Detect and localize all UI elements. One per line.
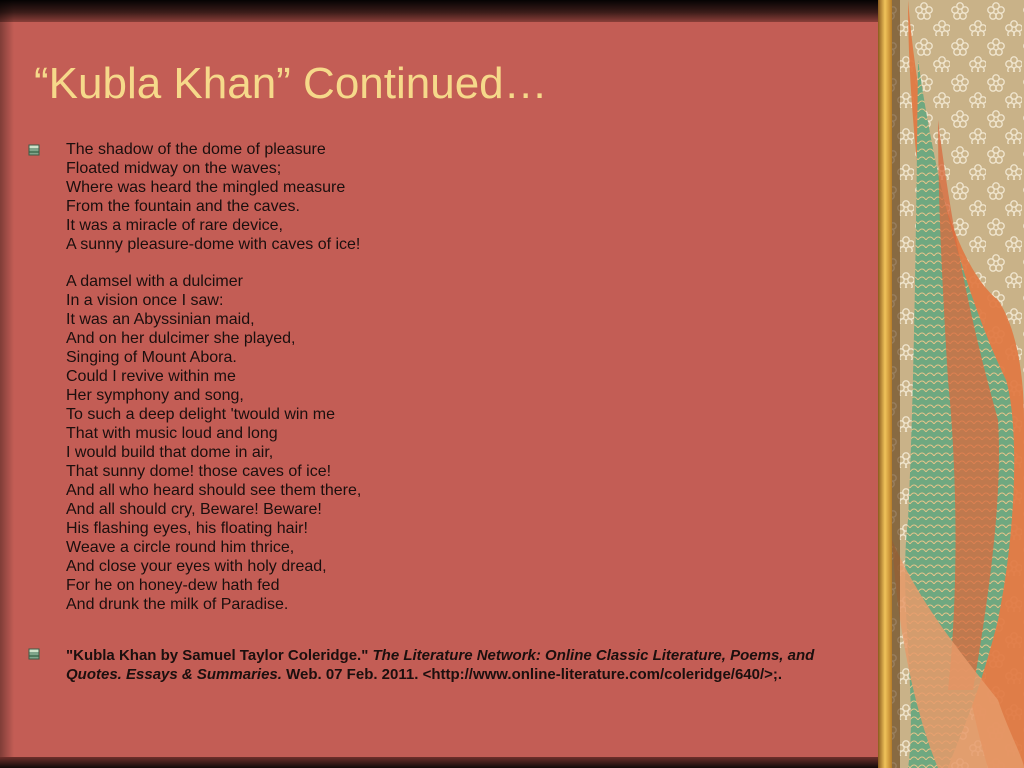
poem-line: That with music loud and long bbox=[66, 425, 278, 442]
poem-line: A damsel with a dulcimer bbox=[66, 273, 243, 290]
bottom-shadow-band bbox=[0, 757, 880, 768]
poem-line: From the fountain and the caves. bbox=[66, 198, 300, 215]
floral-decoration bbox=[878, 0, 1024, 768]
poem-line: And on her dulcimer she played, bbox=[66, 330, 296, 347]
poem-line: I would build that dome in air, bbox=[66, 444, 274, 461]
poem-line: Could I revive within me bbox=[66, 368, 236, 385]
bullet-icon bbox=[28, 144, 40, 156]
poem-line: Her symphony and song, bbox=[66, 387, 244, 404]
citation-title: "Kubla Khan by Samuel Taylor Coleridge." bbox=[66, 647, 373, 664]
citation bbox=[66, 646, 836, 684]
poem-stanza-1 bbox=[66, 140, 826, 254]
bullet-icon bbox=[28, 648, 40, 660]
poem-line: To such a deep delight 'twould win me bbox=[66, 406, 335, 423]
citation-source: The Literature Network: Online Classic Literature, Poems, and Quotes. Essays & Summaries. bbox=[66, 647, 815, 683]
poem-line: And all who heard should see them there, bbox=[66, 482, 362, 499]
poem-line: It was an Abyssinian maid, bbox=[66, 311, 255, 328]
poem-line: The shadow of the dome of pleasure bbox=[66, 141, 326, 158]
poem-line: In a vision once I saw: bbox=[66, 292, 224, 309]
slide-title: “Kubla Khan” Continued… bbox=[34, 59, 548, 108]
poem-line: A sunny pleasure-dome with caves of ice! bbox=[66, 236, 361, 253]
poem-line: And all should cry, Beware! Beware! bbox=[66, 501, 322, 518]
poem-stanza-2 bbox=[66, 272, 826, 614]
poem-line: That sunny dome! those caves of ice! bbox=[66, 463, 332, 480]
poem-line: Where was heard the mingled measure bbox=[66, 179, 346, 196]
poem-line: And drunk the milk of Paradise. bbox=[66, 596, 289, 613]
poem-line: It was a miracle of rare device, bbox=[66, 217, 283, 234]
citation-details: Web. 07 Feb. 2011. <http://www.online-literature.com/coleridge/640/>;. bbox=[281, 666, 783, 683]
left-shadow-edge bbox=[0, 0, 14, 768]
poem-line: His flashing eyes, his floating hair! bbox=[66, 520, 308, 537]
poem-line: Singing of Mount Abora. bbox=[66, 349, 237, 366]
top-shadow-band bbox=[0, 0, 880, 22]
poem-line: For he on honey-dew hath fed bbox=[66, 577, 280, 594]
stanza-gap bbox=[66, 254, 826, 272]
poem-text bbox=[66, 140, 826, 614]
poem-line: Weave a circle round him thrice, bbox=[66, 539, 295, 556]
poem-line: And close your eyes with holy dread, bbox=[66, 558, 327, 575]
poem-line: Floated midway on the waves; bbox=[66, 160, 282, 177]
